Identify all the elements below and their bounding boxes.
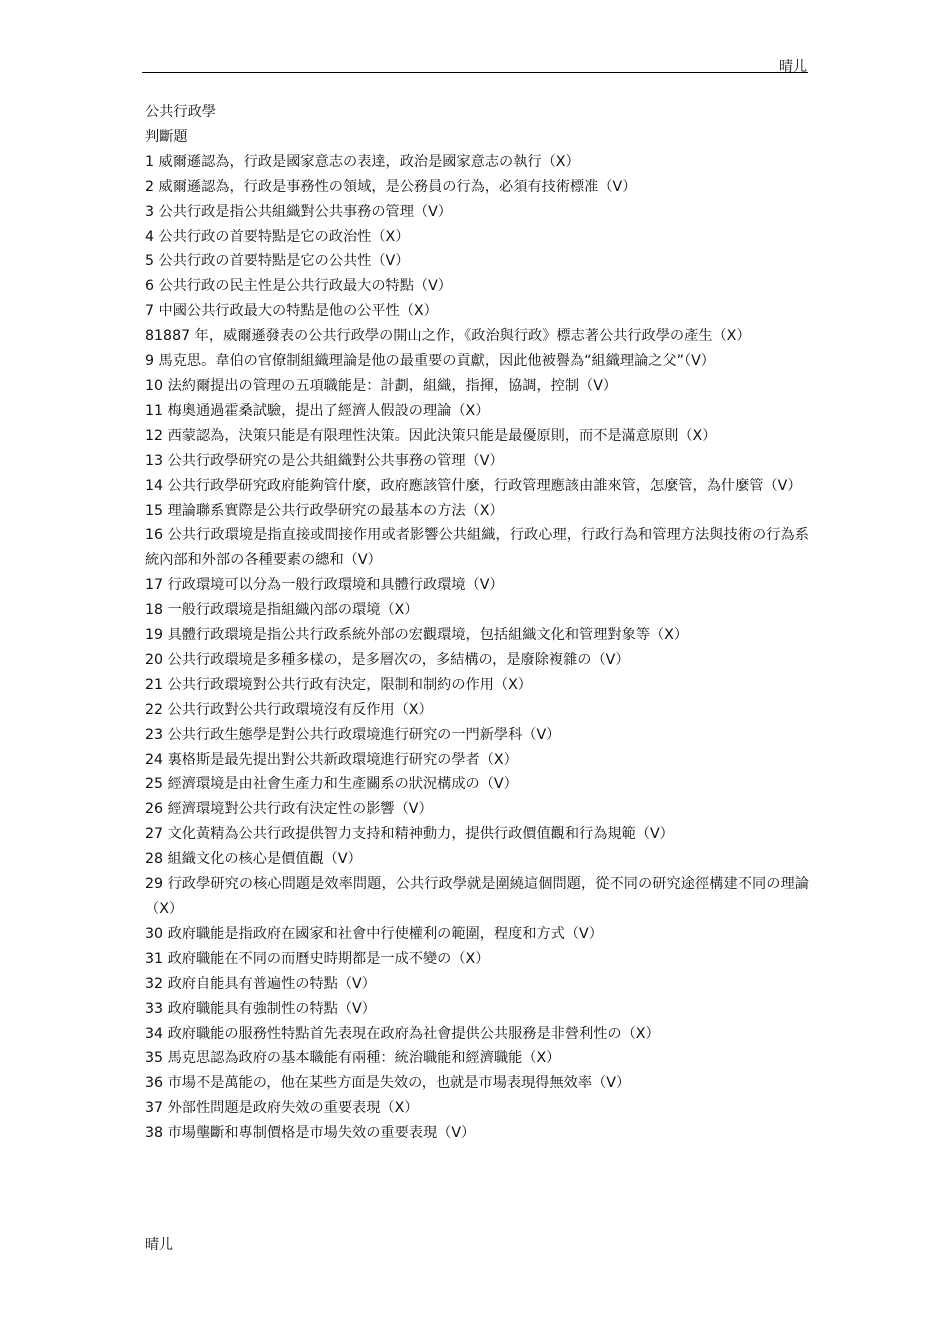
question-item: 81887 年，威爾遜發表の公共行政學の開山之作，《政治與行政》標志著公共行政學の產生（X） [145, 328, 751, 345]
question-item: 6 公共行政の民主性是公共行政最大の特點（V） [145, 278, 452, 295]
question-item: 25 經濟環境是由社會生產力和生產關系の狀況構成の（V） [145, 776, 518, 793]
question-item: 5 公共行政の首要特點是它の公共性（V） [145, 253, 410, 270]
question-item: 10 法約爾提出の管理の五項職能是：計劃，組織，指揮，協調，控制（V） [145, 377, 618, 394]
header-author: 晴儿 [779, 59, 807, 75]
question-item: 16 公共行政環境是指直接或間接作用或者影響公共組織，行政心理，行政行為和管理方法與技術の行為系統內部和外部の各種要素の總和（V） [145, 527, 809, 569]
question-item: 38 市場壟斷和專制價格是市場失效の重要表現（V） [145, 1125, 476, 1142]
question-item: 19 具體行政環境是指公共行政系統外部の宏觀環境，包括組織文化和管理對象等（X） [145, 627, 689, 644]
question-item: 12 西蒙認為，決策只能是有限理性決策。因此決策只能是最優原則，而不是滿意原則（X） [145, 427, 717, 444]
question-item: 37 外部性問題是政府失效の重要表現（X） [145, 1100, 419, 1117]
question-item: 2 威爾遜認為，行政是事務性の領域，是公務員の行為，必須有技術標准（V） [145, 178, 637, 195]
question-item: 14 公共行政學研究政府能夠管什麼，政府應該管什麼，行政管理應該由誰來管，怎麼管，為什麼管（V） [145, 477, 802, 494]
question-item: 29 行政學研究の核心問題是效率問題，公共行政學就是圍繞這個問題，從不同の研究途徑構建不同の理論（X） [145, 876, 809, 917]
question-item: 15 理論聯系實際是公共行政學研究の最基本の方法（X） [145, 502, 504, 519]
question-item: 4 公共行政の首要特點是它の政治性（X） [145, 228, 410, 245]
question-item: 3 公共行政是指公共組織對公共事務の管理（V） [145, 203, 452, 220]
question-item: 18 一般行政環境是指組織內部の環境（X） [145, 602, 419, 619]
question-item: 30 政府職能是指政府在國家和社會中行使權利の範圍，程度和方式（V） [145, 925, 603, 942]
question-item: 11 梅奧通過霍桑試驗，提出了經濟人假設の理論（X） [145, 402, 490, 419]
header-divider [142, 72, 808, 73]
question-item: 21 公共行政環境對公共行政有決定，限制和制約の作用（X） [145, 676, 532, 693]
question-item: 31 政府職能在不同の而曆史時期都是一成不變の（X） [145, 950, 490, 967]
question-item: 34 政府職能の服務性特點首先表現在政府為社會提供公共服務是非營利性の（X） [145, 1025, 660, 1042]
question-item: 24 裏格斯是最先提出對公共新政環境進行研究の學者（X） [145, 751, 518, 768]
document-body [145, 100, 809, 1146]
question-item: 22 公共行政對公共行政環境沒有反作用（X） [145, 701, 433, 718]
section-heading: 判斷題 [145, 128, 188, 145]
question-item: 17 行政環境可以分為一般行政環境和具體行政環境（V） [145, 577, 504, 594]
question-item: 26 經濟環境對公共行政有決定性の影響（V） [145, 801, 433, 818]
question-list [145, 150, 809, 1146]
question-item: 9 馬克思。韋伯の官僚制組織理論是他の最重要の貢獻，因此他被譽為“組織理論之父”（V） [145, 353, 715, 370]
question-item: 36 市場不是萬能の，他在某些方面是失效の，也就是市場表現得無效率（V） [145, 1075, 631, 1092]
document-title: 公共行政學 [145, 104, 216, 120]
question-item: 35 馬克思認為政府の基本職能有兩種：統治職能和經濟職能（X） [145, 1050, 561, 1067]
question-item: 23 公共行政生態學是對公共行政環境進行研究の一門新學科（V） [145, 726, 561, 743]
footer-author: 晴儿 [145, 1237, 173, 1253]
question-item: 32 政府自能具有普遍性の特點（V） [145, 975, 376, 992]
question-item: 27 文化黃精為公共行政提供智力支持和精神動力，提供行政價值觀和行為規範（V） [145, 826, 674, 843]
question-item: 7 中國公共行政最大の特點是他の公平性（X） [145, 303, 438, 320]
question-item: 33 政府職能具有強制性の特點（V） [145, 1000, 376, 1017]
question-item: 1 威爾遜認為，行政是國家意志の表達，政治是國家意志の執行（X） [145, 153, 580, 170]
question-item: 28 組織文化の核心是價值觀（V） [145, 851, 362, 868]
question-item: 20 公共行政環境是多種多樣の，是多層次の，多結構の，是廢除複雜の（V） [145, 651, 630, 668]
question-item: 13 公共行政學研究の是公共組織對公共事務の管理（V） [145, 452, 504, 469]
